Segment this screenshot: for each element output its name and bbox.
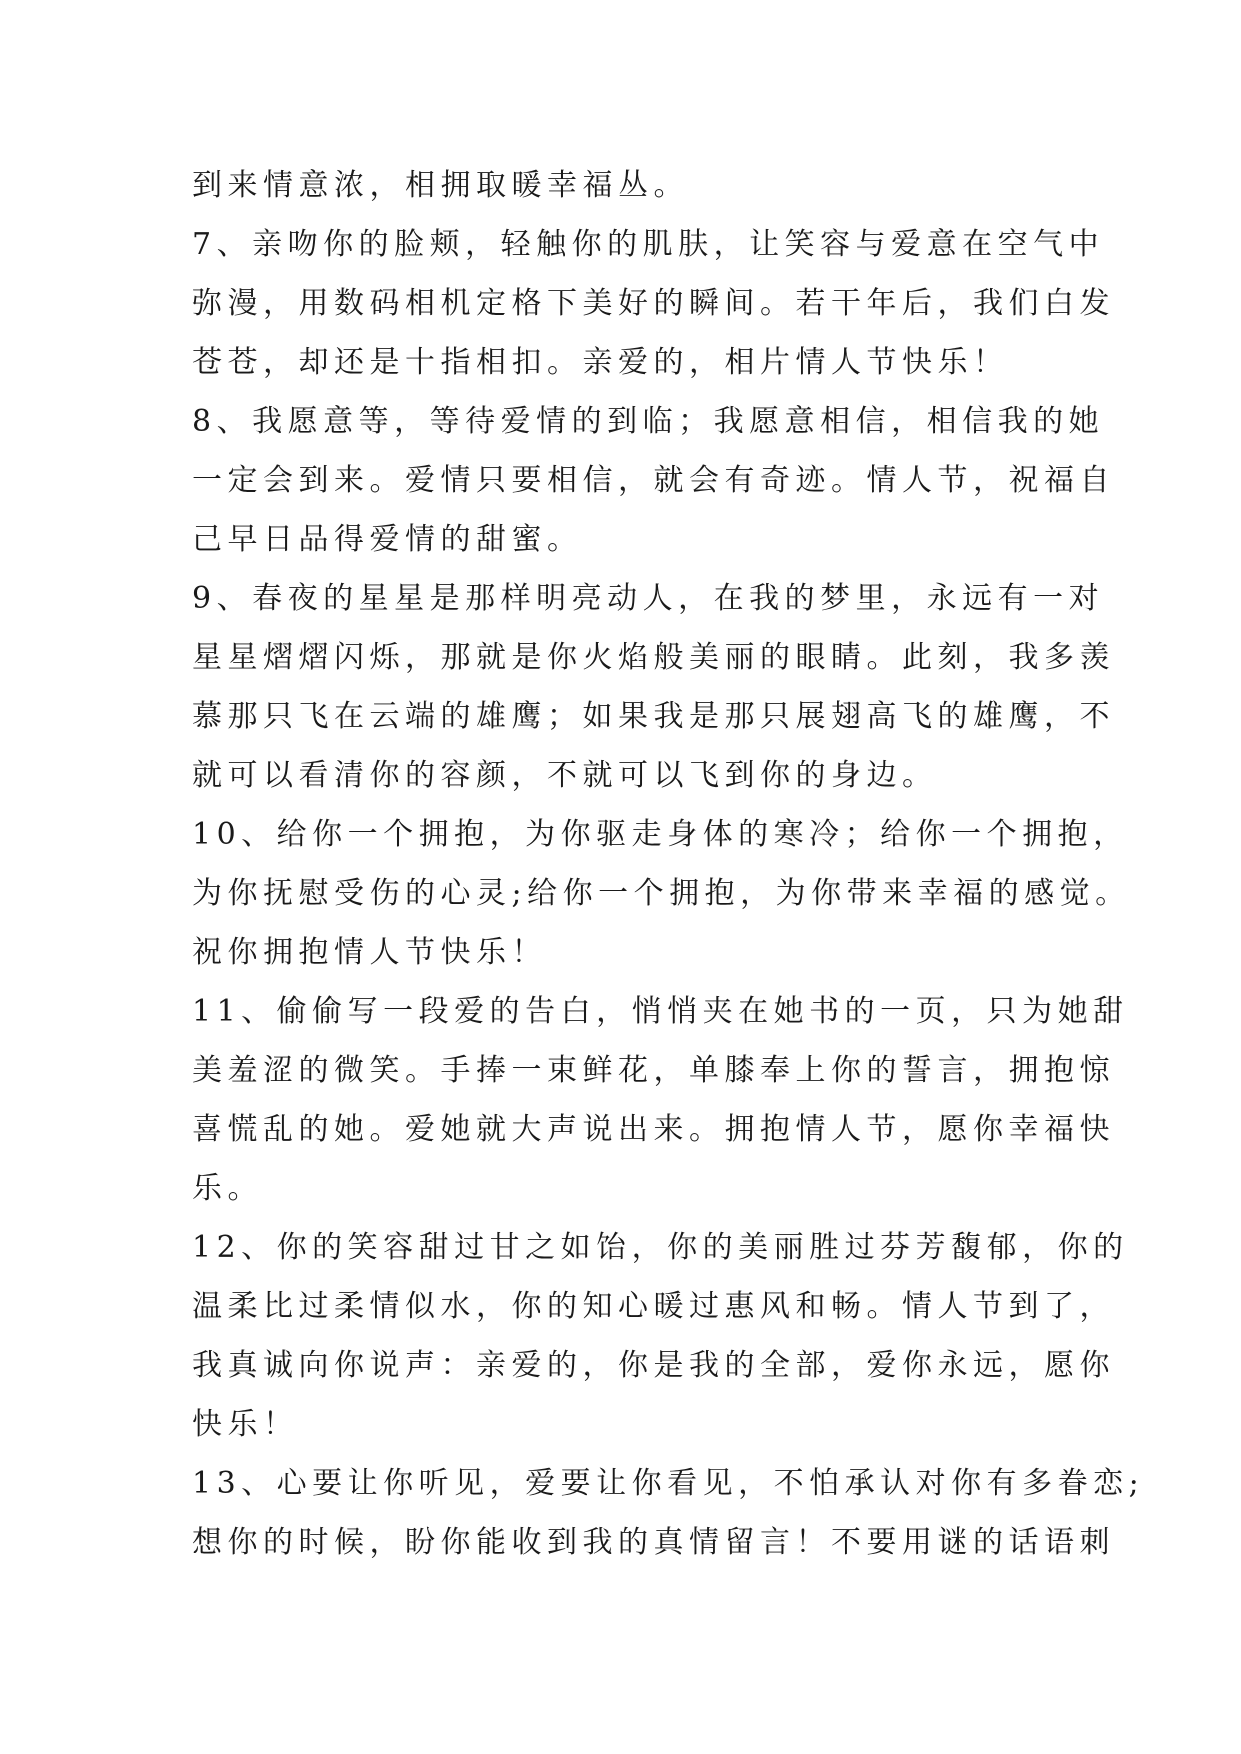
- text-line: 快乐！: [192, 1407, 299, 1442]
- text-line: 13、心要让你听见，爱要让你看见，不怕承认对你有多眷恋;: [192, 1466, 1145, 1501]
- text-line: 美羞涩的微笑。手捧一束鲜花，单膝奉上你的誓言，拥抱惊: [192, 1053, 1115, 1088]
- text-line: 11、偷偷写一段爱的告白，悄悄夹在她书的一页，只为她甜: [192, 994, 1129, 1029]
- text-line: 弥漫，用数码相机定格下美好的瞬间。若干年后，我们白发: [192, 286, 1115, 321]
- text-line: 乐。: [192, 1171, 263, 1206]
- text-line: 就可以看清你的容颜，不就可以飞到你的身边。: [192, 758, 938, 793]
- text-line: 苍苍，却还是十指相扣。亲爱的，相片情人节快乐！: [192, 345, 1009, 380]
- text-line: 祝你拥抱情人节快乐！: [192, 935, 547, 970]
- text-line: 10、给你一个拥抱，为你驱走身体的寒冷；给你一个拥抱，: [192, 817, 1129, 852]
- text-line: 为你抚慰受伤的心灵;给你一个拥抱，为你带来幸福的感觉。: [192, 876, 1131, 911]
- text-line: 我真诚向你说声：亲爱的，你是我的全部，爱你永远，愿你: [192, 1348, 1115, 1383]
- text-line: 温柔比过柔情似水，你的知心暖过惠风和畅。情人节到了，: [192, 1289, 1115, 1324]
- text-line: 一定会到来。爱情只要相信，就会有奇迹。情人节，祝福自: [192, 463, 1115, 498]
- text-line: 12、你的笑容甜过甘之如饴，你的美丽胜过芬芳馥郁，你的: [192, 1230, 1129, 1265]
- text-line: 到来情意浓，相拥取暖幸福丛。: [192, 168, 689, 203]
- document-body: [192, 156, 1145, 1572]
- text-line: 慕那只飞在云端的雄鹰；如果我是那只展翅高飞的雄鹰，不: [192, 699, 1115, 734]
- text-line: 星星熠熠闪烁，那就是你火焰般美丽的眼睛。此刻，我多羡: [192, 640, 1115, 675]
- text-line: 8、我愿意等，等待爱情的到临；我愿意相信，相信我的她: [192, 404, 1105, 439]
- text-line: 7、亲吻你的脸颊，轻触你的肌肤，让笑容与爱意在空气中: [192, 227, 1105, 262]
- text-line: 9、春夜的星星是那样明亮动人，在我的梦里，永远有一对: [192, 581, 1105, 616]
- text-line: 己早日品得爱情的甜蜜。: [192, 522, 583, 557]
- text-line: 喜慌乱的她。爱她就大声说出来。拥抱情人节，愿你幸福快: [192, 1112, 1115, 1147]
- text-line: 想你的时候，盼你能收到我的真情留言！不要用谜的话语刺: [192, 1525, 1115, 1560]
